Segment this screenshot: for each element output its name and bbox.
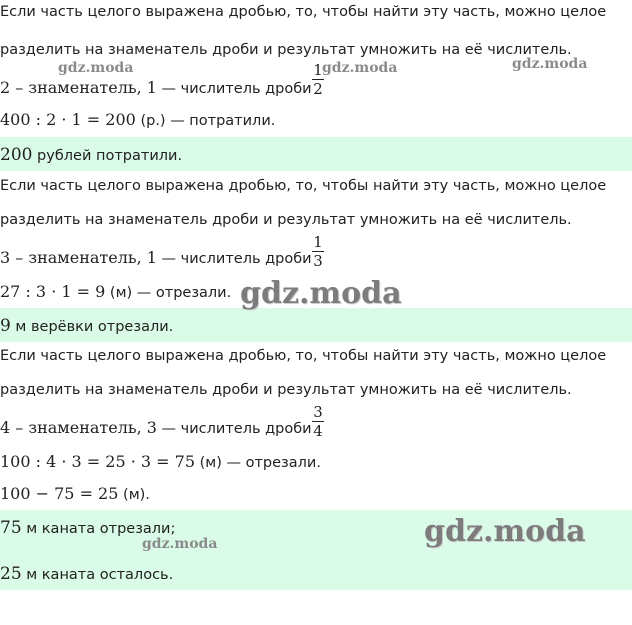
watermark-4: gdz.moda xyxy=(240,276,402,311)
task2-calc-math: 27 : 3 · 1 = 9 xyxy=(0,282,106,301)
watermark-5: gdz.moda xyxy=(424,514,586,549)
task2-answer xyxy=(0,316,173,336)
task1-fraction-denominator: 2 xyxy=(313,80,323,98)
task3-calc1-unit: (м) — отрезали. xyxy=(195,455,321,471)
task3-denominator-label: 4 – знаменатель, xyxy=(0,418,147,437)
task2-denominator-label: 3 – знаменатель, xyxy=(0,248,147,267)
task3-numerator-value: 3 xyxy=(146,418,157,437)
task1-calc-unit: (р.) — потратили. xyxy=(135,113,276,129)
rule-text-line2-task3: разделить на знаменатель дроби и результат умножить на её числитель. xyxy=(0,382,572,398)
task1-calculation xyxy=(0,110,275,129)
task2-numerator-value: 1 xyxy=(146,248,157,267)
task2-calc-unit: (м) — отрезали. xyxy=(105,285,232,301)
task1-numerator-value: 1 xyxy=(146,78,157,97)
rule-text-line1-task3: Если часть целого выражена дробью, то, чтобы найти эту часть, можно целое xyxy=(0,348,607,364)
task2-explanation xyxy=(0,248,312,267)
task3-answer1 xyxy=(0,518,175,538)
task1-answer-num: 200 xyxy=(0,145,33,165)
task3-calc1-math: 100 : 4 · 3 = 25 · 3 = 75 xyxy=(0,452,196,471)
task3-fraction xyxy=(312,404,324,440)
rule-text-line2: разделить на знаменатель дроби и результат умножить на её числитель. xyxy=(0,42,572,58)
task2-fraction-numerator: 1 xyxy=(313,233,323,251)
task1-calc-math: 400 : 2 · 1 = 200 xyxy=(0,110,136,129)
task2-answer-box xyxy=(0,308,632,342)
task3-explanation xyxy=(0,418,312,437)
task1-fraction-numerator: 1 xyxy=(313,61,323,79)
task1-answer-text: рублей потратили. xyxy=(32,148,183,164)
task3-calculation2 xyxy=(0,484,150,503)
task3-calc2-unit: (м). xyxy=(118,487,150,503)
rule-text-line1: Если часть целого выражена дробью, то, чтобы найти эту часть, можно целое xyxy=(0,4,607,20)
task3-answer2-text: м каната осталось. xyxy=(21,567,174,583)
task2-answer-text: м верёвки отрезали. xyxy=(10,319,174,335)
task1-denominator-label: 2 – знаменатель, xyxy=(0,78,147,97)
task3-answer2-num: 25 xyxy=(0,564,22,584)
task3-answer2 xyxy=(0,564,173,584)
rule-text-line1-task2: Если часть целого выражена дробью, то, чтобы найти эту часть, можно целое xyxy=(0,178,607,194)
watermark-6: gdz.moda xyxy=(142,536,218,552)
task2-explain-suffix: — числитель дроби xyxy=(156,251,312,267)
task3-calc2-math: 100 − 75 = 25 xyxy=(0,484,119,503)
watermark-2: gdz.moda xyxy=(322,60,398,76)
task2-calculation xyxy=(0,282,231,301)
task2-fraction xyxy=(312,234,324,270)
task3-calculation1 xyxy=(0,452,321,471)
task1-answer-box xyxy=(0,137,632,171)
task3-explain-suffix: — числитель дроби xyxy=(156,421,312,437)
task3-answer1-text: м каната отрезали; xyxy=(21,521,176,537)
task3-fraction-numerator: 3 xyxy=(313,403,323,421)
watermark-1: gdz.moda xyxy=(58,60,134,76)
task2-answer-num: 9 xyxy=(0,316,11,336)
watermark-3: gdz.moda xyxy=(512,56,588,72)
rule-text-line2-task2: разделить на знаменатель дроби и результат умножить на её числитель. xyxy=(0,212,572,228)
task3-answer1-num: 75 xyxy=(0,518,22,538)
task1-answer xyxy=(0,145,182,165)
task2-fraction-denominator: 3 xyxy=(313,252,323,270)
task1-explain-suffix: — числитель дроби xyxy=(156,81,312,97)
task3-fraction-denominator: 4 xyxy=(313,422,323,440)
task1-explanation xyxy=(0,78,312,97)
